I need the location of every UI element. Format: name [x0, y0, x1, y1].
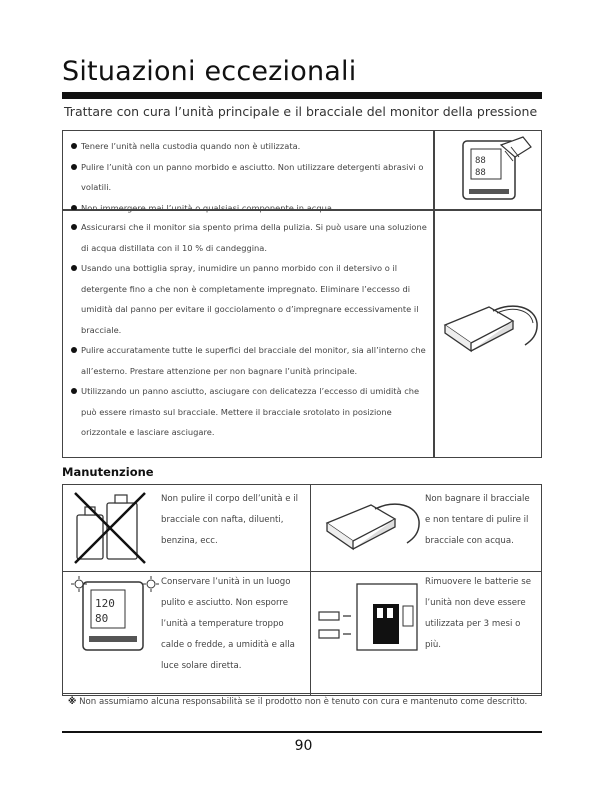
maintenance-text: Non bagnare il bracciale e non tentare di pulire il bracciale con acqua. [425, 494, 530, 546]
maintenance-cell [63, 572, 310, 694]
list-item: Tenere l’unità nella custodia quando non è utilizzata. [69, 136, 427, 157]
cuff-icon [323, 499, 423, 561]
page-subtitle: Trattare con cura l’unità principale e il bracciale del monitor della pressione [64, 104, 538, 119]
care-box-top [62, 130, 434, 213]
maintenance-cell [311, 485, 541, 571]
title-underline [62, 92, 542, 99]
svg-text:88: 88 [475, 156, 486, 166]
list-item: Pulire accuratamente tutte le superfici del bracciale del monitor, sia all’interno che all’esterno. Prestare attenzione per non bagnare l’unità principale. [69, 340, 427, 381]
page-number: 90 [294, 738, 313, 754]
cuff-icon [435, 211, 541, 457]
maintenance-cell [63, 485, 310, 571]
battery-removal-icon [317, 578, 425, 658]
svg-text:80: 80 [95, 612, 109, 625]
list-item: Non immergere mai l’unità o qualsiasi componente in acqua. [69, 198, 427, 219]
no-solvent-icon [71, 489, 155, 565]
maintenance-grid [62, 484, 542, 696]
section-heading: Manutenzione [62, 465, 154, 479]
maintenance-cell [311, 572, 541, 694]
care-box-top-illustration [434, 130, 542, 210]
care-box-bottom-illustration [434, 210, 542, 458]
list-item: Pulire l’unità con un panno morbido e asciutto. Non utilizzare detergenti abrasivi o volatili. [69, 157, 427, 198]
footnote [68, 694, 538, 711]
care-box-top-list [69, 136, 427, 218]
maintenance-text: Conservare l’unità in un luogo pulito e asciutto. Non esporre l’unità a temperature troppo calde o fredde, a umidità e alla luce solare diretta. [161, 577, 295, 671]
monitor-sun-icon [71, 576, 159, 656]
svg-text:88: 88 [475, 168, 486, 178]
footnote-symbol: ※ [68, 697, 77, 707]
care-box-bottom [62, 210, 434, 458]
care-box-bottom-list [69, 217, 427, 443]
bottom-rule [62, 731, 542, 733]
monitor-cleaning-icon [435, 131, 541, 209]
maintenance-text: Rimuovere le batterie se l’unità non deve essere utilizzata per 3 mesi o più. [425, 577, 532, 650]
maintenance-text: Non pulire il corpo dell’unità e il bracciale con nafta, diluenti, benzina, ecc. [161, 494, 299, 546]
svg-text:120: 120 [95, 597, 115, 610]
list-item: Usando una bottiglia spray, inumidire un panno morbido con il detersivo o il detergente fino a che non è completamente impregnato. Eliminare l’eccesso di umidità dal panno per evitare il gocciolamento o d’impregnare eccessivamente il bracciale. [69, 258, 427, 340]
footnote-text: Non assumiamo alcuna responsabilità se il prodotto non è tenuto con cura e mantenuto come descritto. [79, 697, 528, 707]
list-item: Assicurarsi che il monitor sia spento prima della pulizia. Si può usare una soluzione di acqua distillata con il 10 % di candeggina. [69, 217, 427, 258]
list-item: Utilizzando un panno asciutto, asciugare con delicatezza l’eccesso di umidità che può essere rimasto sul bracciale. Mettere il bracciale srotolato in posizione orizzontale e lasciare asciugare. [69, 381, 427, 443]
page-title: Situazioni eccezionali [62, 56, 357, 87]
